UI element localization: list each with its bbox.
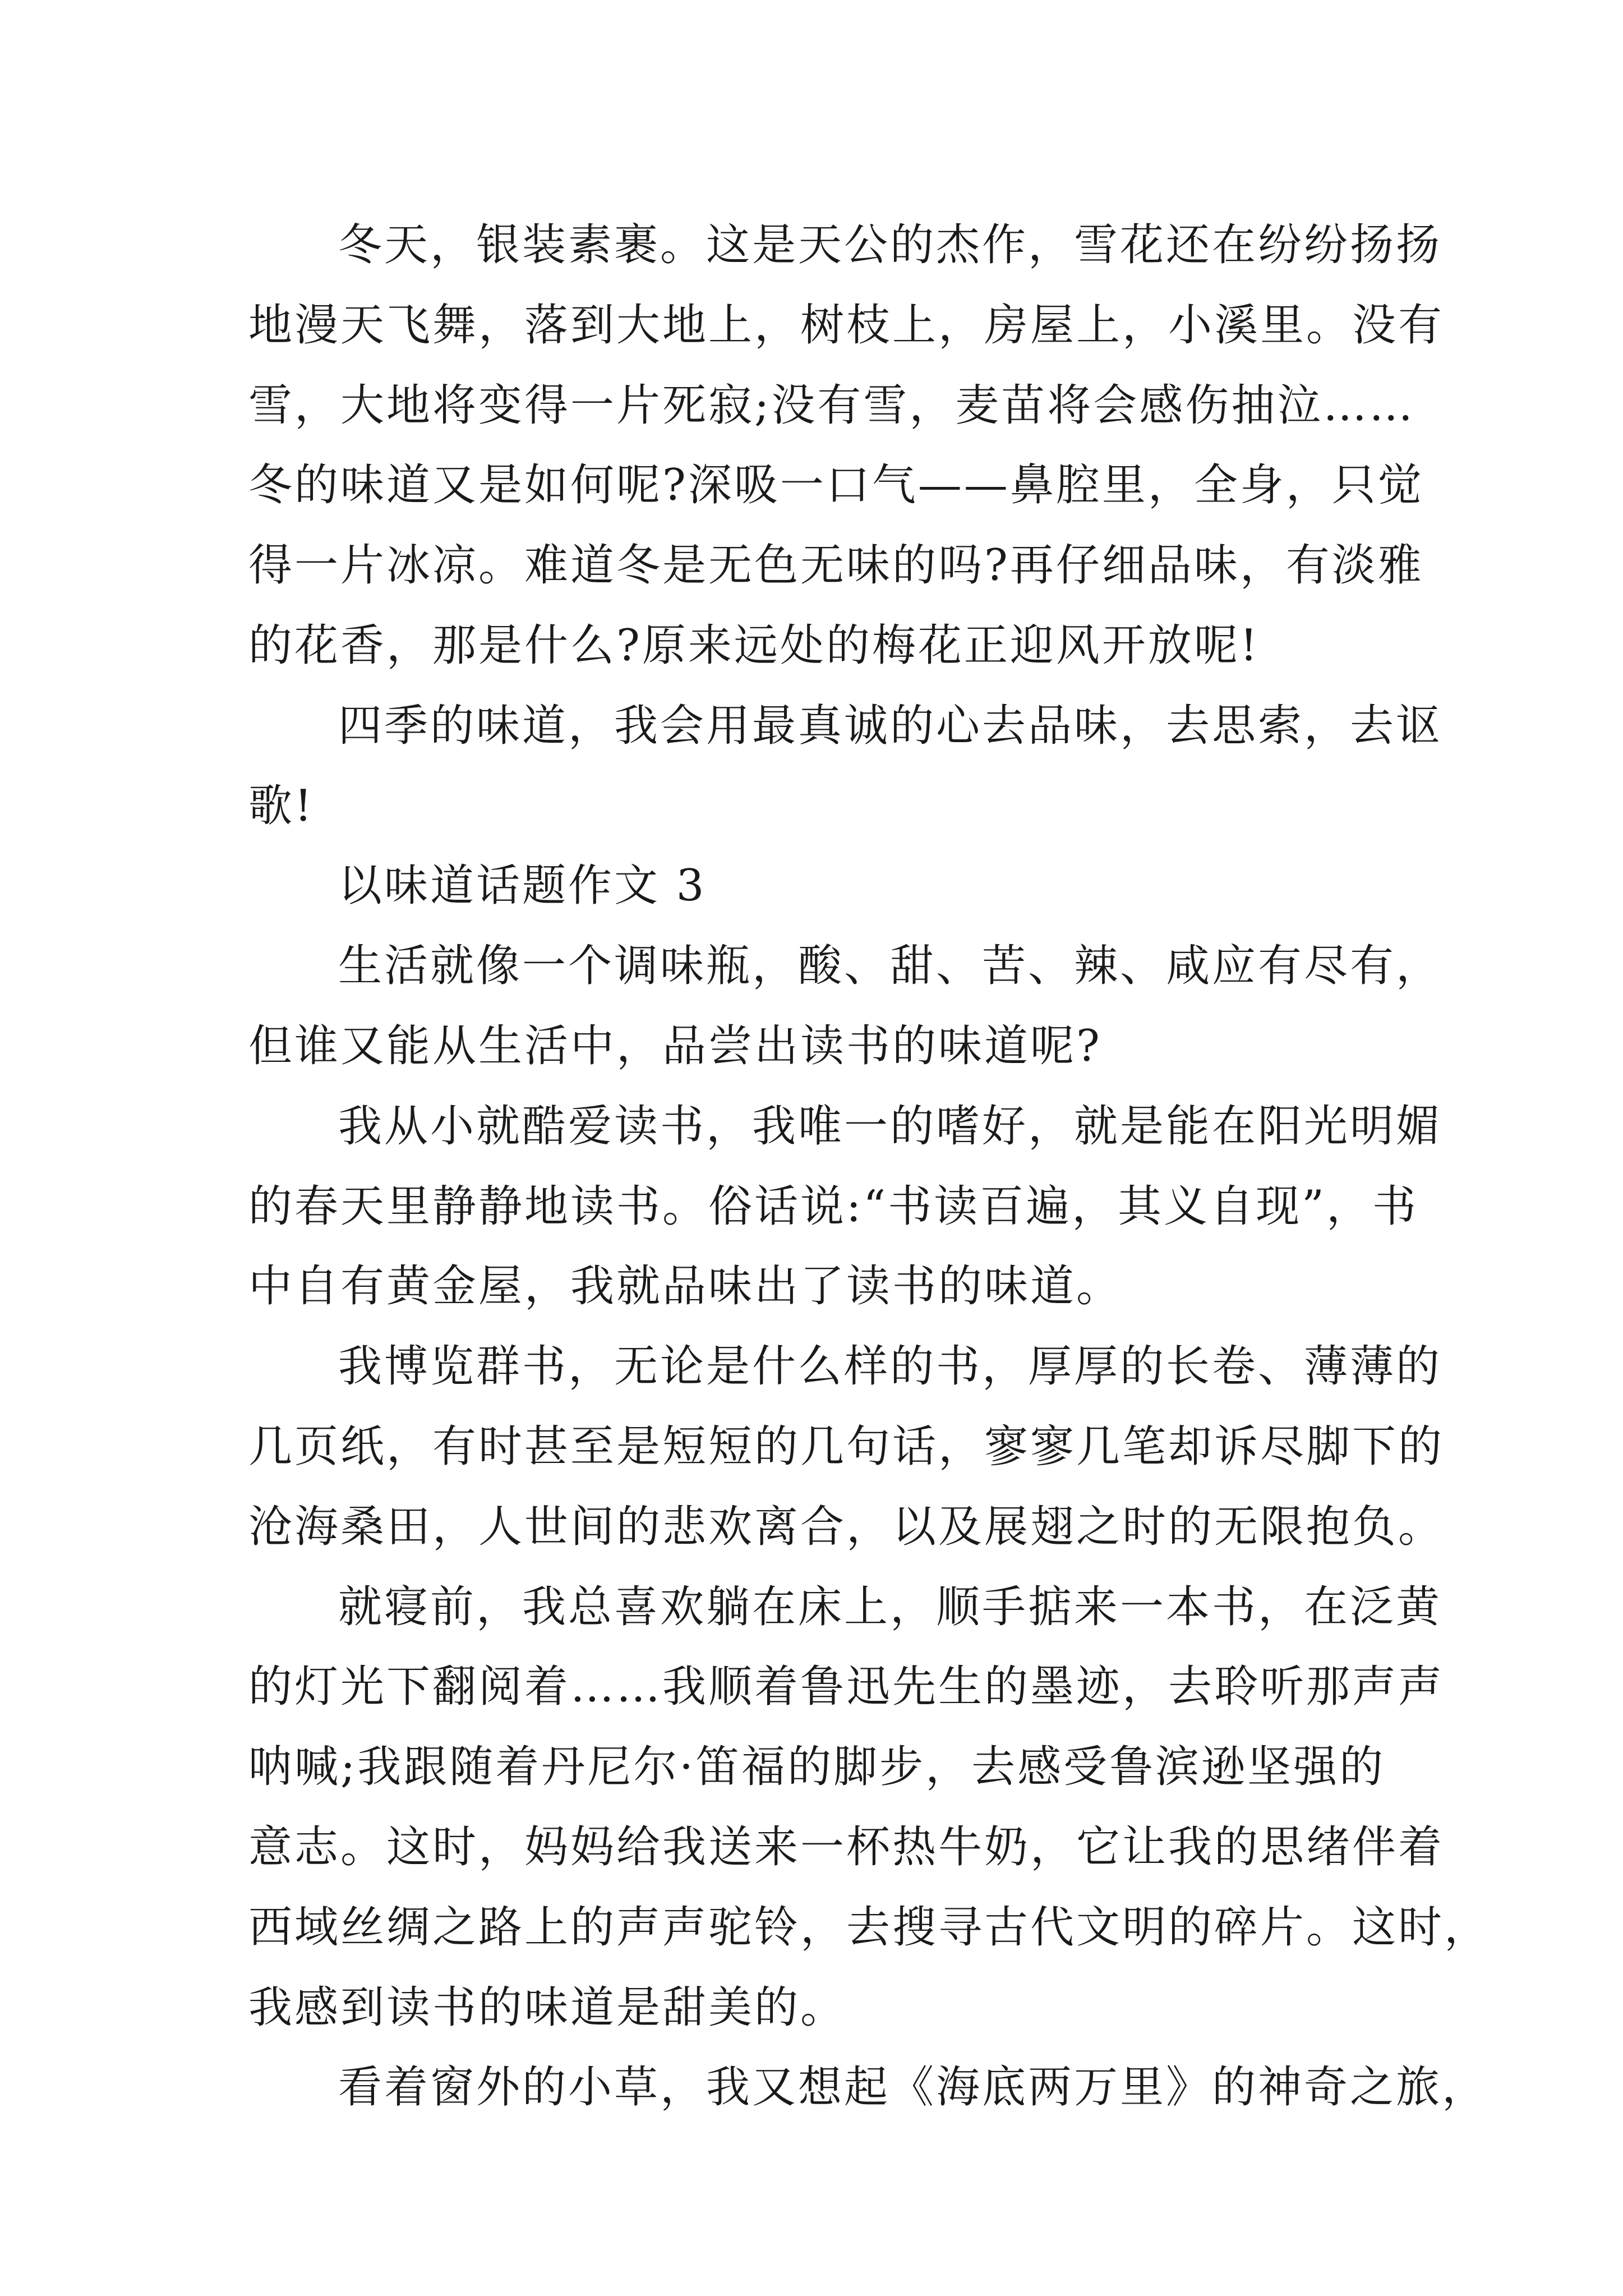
text-line: 我感到读书的味道是甜美的。 <box>248 1982 847 2033</box>
text-line: 看着窗外的小草，我又想起《海底两万里》的神奇之旅， <box>338 2062 1488 2113</box>
document-body <box>248 205 1491 2128</box>
text-line: 我从小就酷爱读书，我唯一的嗜好，就是能在阳光明媚 <box>338 1101 1442 1152</box>
text-line: 沧海桑田，人世间的悲欢离合，以及展翅之时的无限抱负。 <box>248 1501 1445 1552</box>
text-line: 生活就像一个调味瓶，酸、甜、苦、辣、咸应有尽有， <box>338 941 1442 992</box>
section-heading: 以味道话题作文 3 <box>338 861 707 912</box>
text-line: 的花香，那是什么?原来远处的梅花正迎风开放呢! <box>248 620 1260 671</box>
text-line: 歌! <box>248 780 315 831</box>
text-line: 的春天里静静地读书。俗话说:“书读百遍，其义自现”，书 <box>248 1181 1419 1232</box>
text-line: 意志。这时，妈妈给我送来一杯热牛奶，它让我的思绪伴着 <box>248 1821 1445 1872</box>
text-line: 西域丝绸之路上的声声驼铃，去搜寻古代文明的碎片。这时， <box>248 1902 1491 1953</box>
text-line: 四季的味道，我会用最真诚的心去品味，去思索，去讴 <box>338 700 1442 751</box>
text-line: 地漫天飞舞，落到大地上，树枝上，房屋上，小溪里。没有 <box>248 300 1445 351</box>
text-line: 冬天，银装素裹。这是天公的杰作，雪花还在纷纷扬扬 <box>338 220 1442 270</box>
text-line: 但谁又能从生活中，品尝出读书的味道呢? <box>248 1020 1102 1071</box>
text-line: 就寝前，我总喜欢躺在床上，顺手掂来一本书，在泛黄 <box>338 1581 1442 1632</box>
text-line: 我博览群书，无论是什么样的书，厚厚的长卷、薄薄的 <box>338 1341 1442 1392</box>
text-line: 几页纸，有时甚至是短短的几句话，寥寥几笔却诉尽脚下的 <box>248 1421 1445 1472</box>
text-line: 的灯光下翻阅着……我顺着鲁迅先生的墨迹，去聆听那声声 <box>248 1662 1445 1713</box>
text-line: 雪，大地将变得一片死寂;没有雪，麦苗将会感伤抽泣…… <box>248 380 1415 431</box>
text-line: 冬的味道又是如何呢?深吸一口气——鼻腔里，全身，只觉 <box>248 460 1424 511</box>
text-line: 呐喊;我跟随着丹尼尔·笛福的脚步，去感受鲁滨逊坚强的 <box>248 1742 1386 1793</box>
text-line: 中自有黄金屋，我就品味出了读书的味道。 <box>248 1261 1123 1312</box>
text-line: 得一片冰凉。难道冬是无色无味的吗?再仔细品味，有淡雅 <box>248 540 1424 591</box>
